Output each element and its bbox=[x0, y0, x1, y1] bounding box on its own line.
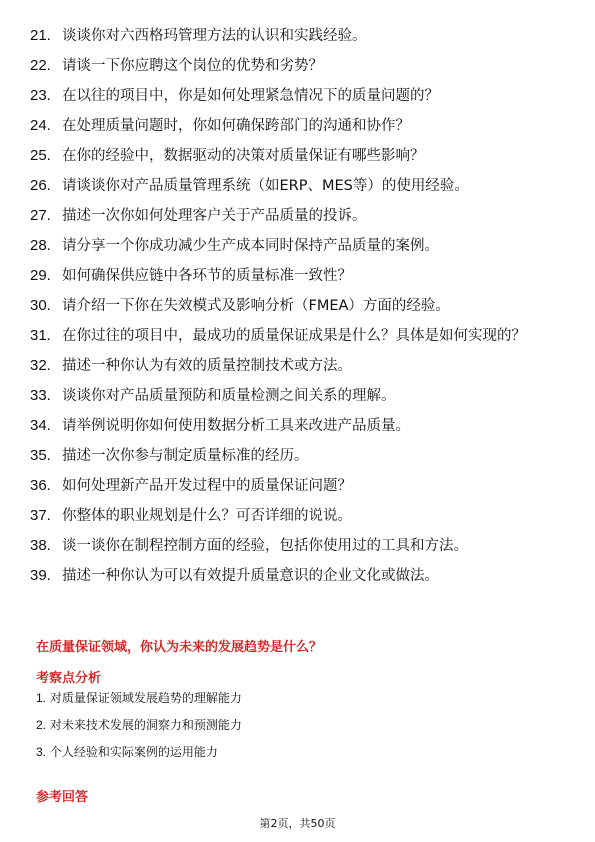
question-number: 30. bbox=[30, 297, 51, 314]
question-item bbox=[30, 506, 570, 526]
analysis-point bbox=[36, 690, 242, 706]
question-item bbox=[30, 266, 570, 286]
question-text: 请谈谈你对产品质量管理系统（如ERP、MES等）的使用经验。 bbox=[62, 178, 469, 194]
question-number: 39. bbox=[30, 567, 51, 584]
question-text: 描述一种你认为可以有效提升质量意识的企业文化或做法。 bbox=[62, 568, 439, 584]
question-text: 谈谈你对产品质量预防和质量检测之间关系的理解。 bbox=[62, 388, 396, 404]
question-number: 29. bbox=[30, 267, 51, 284]
analysis-point-text: 对质量保证领域发展趋势的理解能力 bbox=[49, 691, 242, 705]
analysis-point bbox=[36, 717, 242, 733]
question-text: 请谈一下你应聘这个岗位的优势和劣势？ bbox=[62, 58, 323, 74]
question-text: 描述一次你参与制定质量标准的经历。 bbox=[62, 448, 309, 464]
question-text: 谈一谈你在制程控制方面的经验，包括你使用过的工具和方法。 bbox=[62, 538, 468, 554]
question-number: 35. bbox=[30, 447, 51, 464]
question-item bbox=[30, 416, 570, 436]
question-number: 37. bbox=[30, 507, 51, 524]
question-item bbox=[30, 446, 570, 466]
analysis-point-text: 个人经验和实际案例的运用能力 bbox=[49, 745, 218, 759]
question-list bbox=[30, 26, 570, 596]
question-item bbox=[30, 326, 570, 346]
question-number: 23. bbox=[30, 87, 51, 104]
question-number: 27. bbox=[30, 207, 51, 224]
question-number: 22. bbox=[30, 57, 51, 74]
question-text: 谈谈你对六西格玛管理方法的认识和实践经验。 bbox=[62, 28, 367, 44]
question-item bbox=[30, 386, 570, 406]
question-text: 请举例说明你如何使用数据分析工具来改进产品质量。 bbox=[62, 418, 410, 434]
question-number: 28. bbox=[30, 237, 51, 254]
question-text: 在你的经验中，数据驱动的决策对质量保证有哪些影响？ bbox=[62, 148, 425, 164]
question-item bbox=[30, 86, 570, 106]
question-text: 在处理质量问题时，你如何确保跨部门的沟通和协作？ bbox=[62, 118, 410, 134]
question-number: 25. bbox=[30, 147, 51, 164]
question-text: 在以往的项目中，你是如何处理紧急情况下的质量问题的？ bbox=[62, 88, 439, 104]
question-item bbox=[30, 176, 570, 196]
question-text: 请分享一个你成功减少生产成本同时保持产品质量的案例。 bbox=[62, 238, 439, 254]
question-text: 请介绍一下你在失效模式及影响分析（FMEA）方面的经验。 bbox=[62, 298, 450, 314]
question-text: 在你过往的项目中，最成功的质量保证成果是什么？具体是如何实现的？ bbox=[62, 328, 526, 344]
question-number: 31. bbox=[30, 327, 51, 344]
analysis-point bbox=[36, 744, 242, 760]
question-item bbox=[30, 356, 570, 376]
analysis-point-number: 2. bbox=[36, 718, 47, 732]
analysis-points bbox=[36, 690, 242, 771]
question-number: 36. bbox=[30, 477, 51, 494]
question-number: 24. bbox=[30, 117, 51, 134]
question-text: 描述一种你认为有效的质量控制技术或方法。 bbox=[62, 358, 352, 374]
question-text: 描述一次你如何处理客户关于产品质量的投诉。 bbox=[62, 208, 367, 224]
question-number: 33. bbox=[30, 387, 51, 404]
page-footer: 第2页，共50页 bbox=[259, 817, 336, 830]
reference-answer-heading: 参考回答 bbox=[36, 790, 89, 805]
question-number: 21. bbox=[30, 27, 51, 44]
question-text: 如何确保供应链中各环节的质量标准一致性？ bbox=[62, 268, 352, 284]
question-item bbox=[30, 146, 570, 166]
question-item bbox=[30, 566, 570, 586]
analysis-point-number: 3. bbox=[36, 745, 47, 759]
question-item bbox=[30, 296, 570, 316]
question-item bbox=[30, 236, 570, 256]
question-item bbox=[30, 56, 570, 76]
question-number: 34. bbox=[30, 417, 51, 434]
analysis-point-number: 1. bbox=[36, 691, 47, 705]
question-item bbox=[30, 206, 570, 226]
question-item bbox=[30, 26, 570, 46]
question-number: 26. bbox=[30, 177, 51, 194]
featured-question: 在质量保证领域，你认为未来的发展趋势是什么？ bbox=[36, 640, 323, 655]
question-number: 38. bbox=[30, 537, 51, 554]
question-text: 如何处理新产品开发过程中的质量保证问题？ bbox=[62, 478, 352, 494]
analysis-point-text: 对未来技术发展的洞察力和预测能力 bbox=[49, 718, 242, 732]
question-item bbox=[30, 116, 570, 136]
question-number: 32. bbox=[30, 357, 51, 374]
question-item bbox=[30, 536, 570, 556]
question-text: 你整体的职业规划是什么？可否详细的说说。 bbox=[62, 508, 352, 524]
analysis-heading: 考察点分析 bbox=[36, 671, 102, 686]
question-item bbox=[30, 476, 570, 496]
